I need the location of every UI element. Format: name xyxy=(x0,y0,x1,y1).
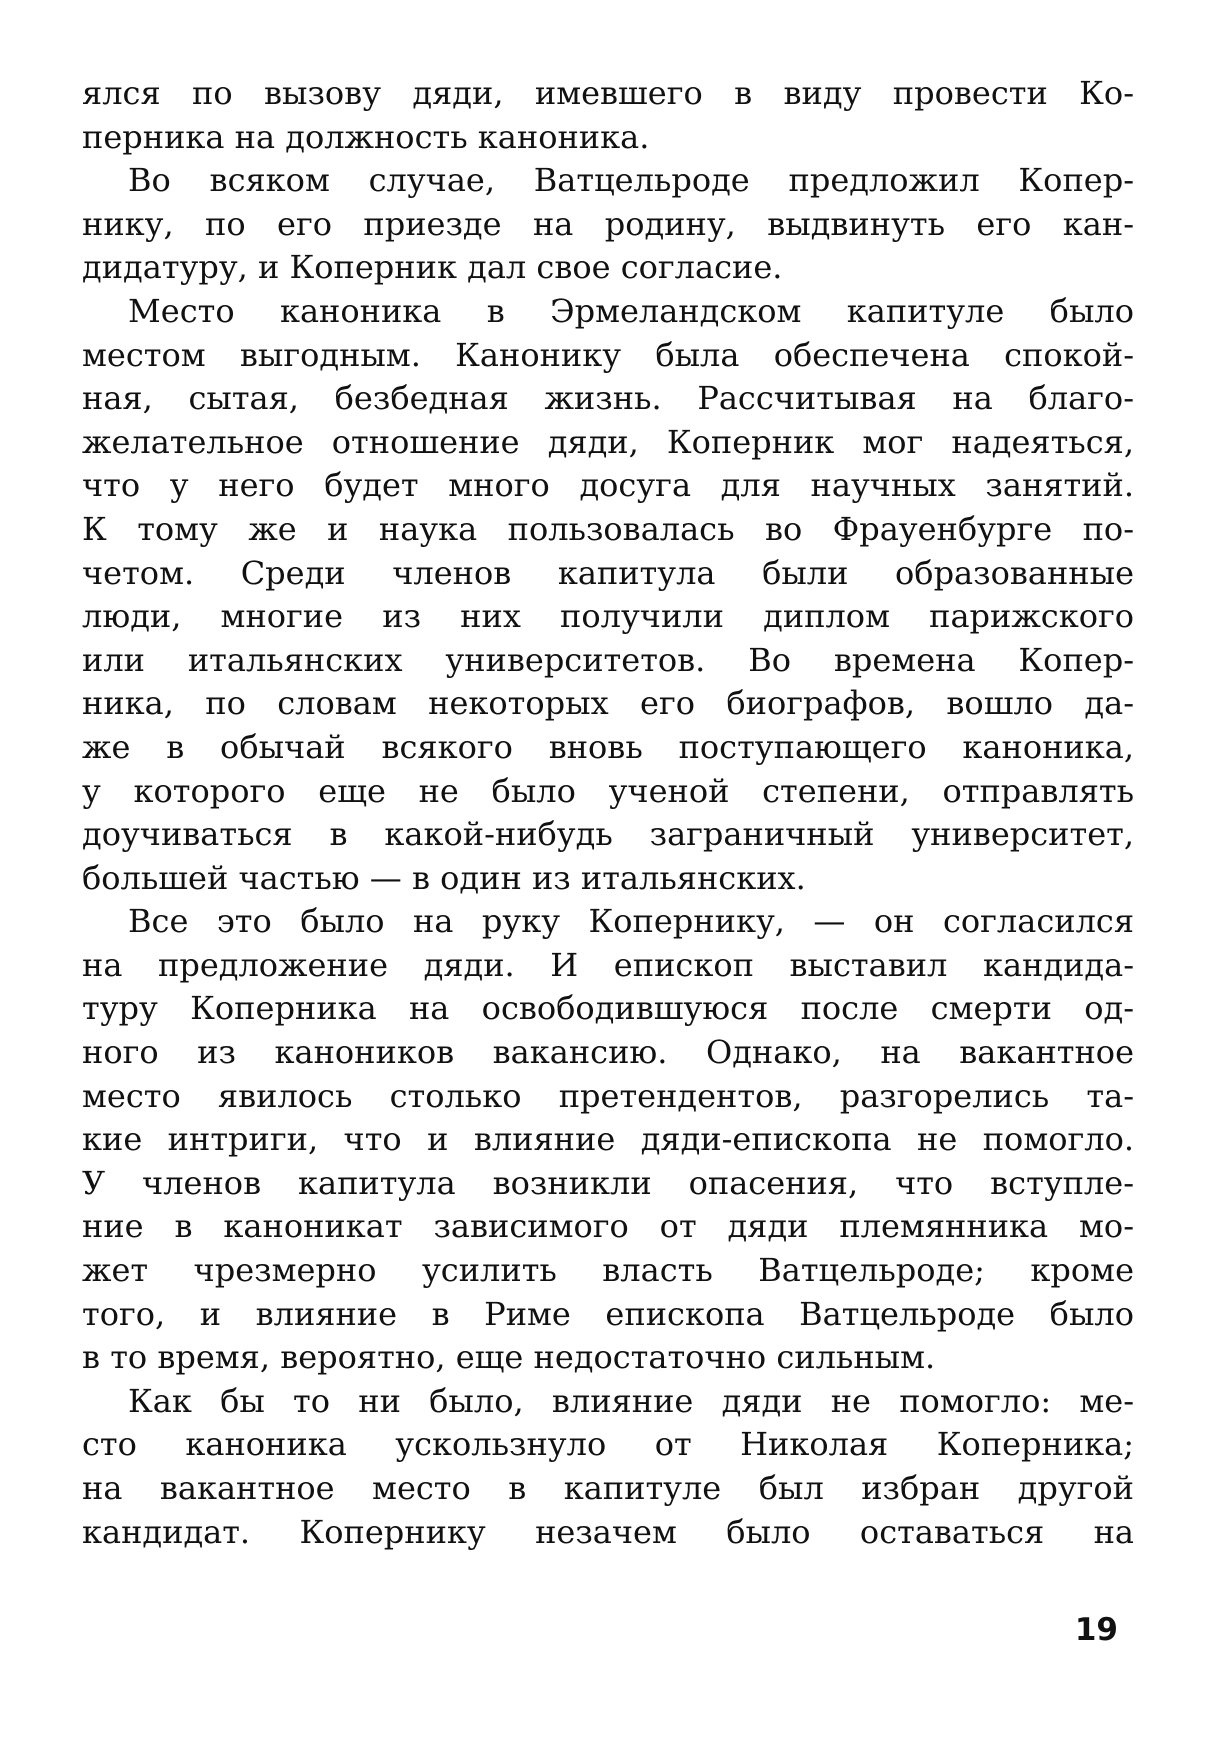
text-line: туру Коперника на освободившуюся после смерти од- xyxy=(82,989,1134,1028)
body-text xyxy=(82,72,1134,1554)
text-line: место явилось столько претендентов, разгорелись та- xyxy=(82,1076,1134,1115)
text-line: Во всяком случае, Ватцельроде предложил Копер- xyxy=(128,161,1134,200)
text-line: Место каноника в Эрмеландском капитуле было xyxy=(128,291,1134,330)
text-line: ная, сытая, безбедная жизнь. Рассчитывая на благо- xyxy=(82,379,1134,418)
text-line: на вакантное место в капитуле был избран другой xyxy=(82,1469,1134,1507)
paragraph xyxy=(82,1380,1134,1554)
text-line: же в обычай всякого вновь поступающего каноника, xyxy=(82,727,1134,766)
text-line: нику, по его приезде на родину, выдвинуть его кан- xyxy=(82,204,1134,243)
text-line: местом выгодным. Канонику была обеспечена спокой- xyxy=(82,335,1134,374)
text-line: кие интриги, что и влияние дяди-епископа не помогло. xyxy=(82,1120,1134,1159)
paragraph xyxy=(82,900,1134,1380)
paragraph xyxy=(82,72,1134,159)
text-line: У членов капитула возникли опасения, что вступле- xyxy=(82,1163,1134,1202)
text-line: доучиваться в какой-нибудь заграничный университет, xyxy=(82,815,1134,854)
text-line: четом. Среди членов капитула были образованные xyxy=(82,553,1134,592)
paragraph xyxy=(82,290,1134,900)
text-line: на предложение дяди. И епископ выставил кандида- xyxy=(82,945,1134,984)
text-line: в то время, вероятно, еще недостаточно сильным. xyxy=(82,1338,936,1377)
text-line: того, и влияние в Риме епископа Ватцельроде было xyxy=(82,1294,1134,1333)
text-line: ника, по словам некоторых его биографов, вошло да- xyxy=(82,684,1134,723)
text-line: жет чрезмерно усилить власть Ватцельроде; кроме xyxy=(82,1251,1134,1290)
text-line: Как бы то ни было, влияние дяди не помогло: ме- xyxy=(128,1381,1134,1420)
text-line: или итальянских университетов. Во времена Копер- xyxy=(82,640,1134,679)
page-number: 19 xyxy=(1074,1612,1118,1648)
text-line: сто каноника ускользнуло от Николая Коперника; xyxy=(82,1425,1134,1464)
text-line: что у него будет много досуга для научных занятий. xyxy=(82,466,1134,505)
text-line: у которого еще не было ученой степени, отправлять xyxy=(82,771,1134,810)
text-line: желательное отношение дяди, Коперник мог надеяться, xyxy=(82,422,1134,461)
text-line: ние в каноникат зависимого от дяди племянника мо- xyxy=(82,1207,1134,1246)
text-line: Все это было на руку Копернику, — он согласился xyxy=(128,902,1134,941)
text-line: большей частью — в один из итальянских. xyxy=(82,858,806,897)
text-line: К тому же и наука пользовалась во Фрауенбурге по- xyxy=(82,509,1134,548)
text-line: перника на должность каноника. xyxy=(82,117,650,156)
text-line: ного из каноников вакансию. Однако, на вакантное xyxy=(82,1033,1134,1072)
text-line: кандидат. Копернику незачем было оставаться на xyxy=(82,1512,1134,1551)
text-line: ялся по вызову дяди, имевшего в виду провести Ко- xyxy=(82,74,1134,112)
paragraph xyxy=(82,159,1134,290)
text-line: дидатуру, и Коперник дал свое согласие. xyxy=(82,248,783,287)
text-line: люди, многие из них получили диплом парижского xyxy=(82,597,1134,636)
